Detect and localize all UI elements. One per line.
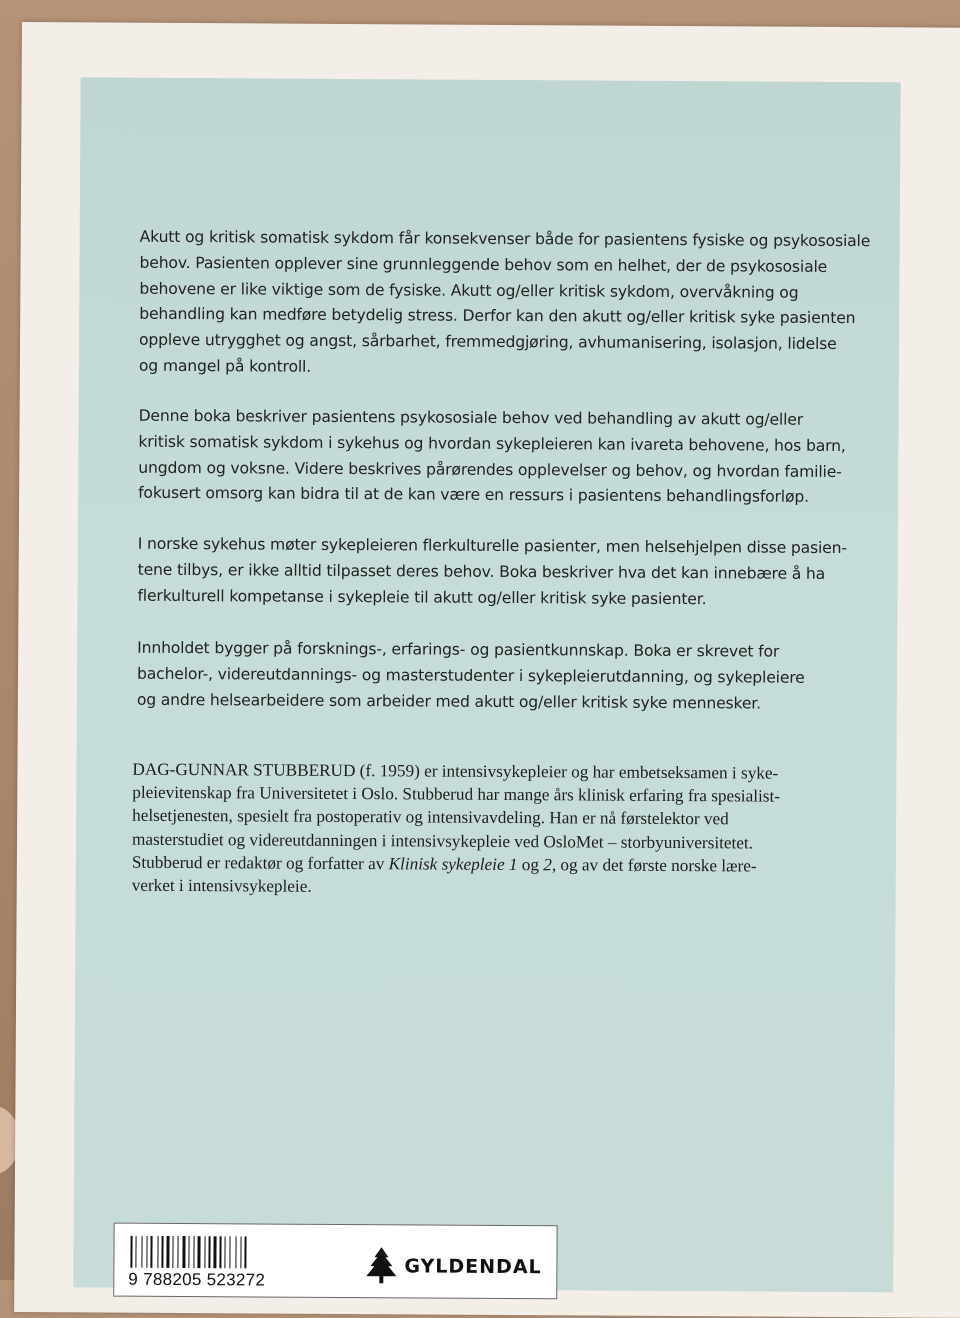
book-title: Klinisk sykepleie 1 [388, 854, 518, 874]
text-line: og andre helsearbeidere som arbeider med akutt og/eller kritisk syke mennesker. [136, 690, 762, 713]
cover-panel [73, 77, 900, 1292]
barcode-label [113, 1223, 557, 1300]
book-volume: 2 [543, 855, 552, 875]
paragraph-1 [138, 225, 871, 384]
text-line: og mangel på kontroll. [138, 356, 312, 376]
publisher-name: GYLDENDAL [404, 1255, 542, 1279]
text-line: behov. Pasienten opplever sine grunnleggende behov som en helhet, der de psykososiale [139, 253, 828, 276]
text-line: behovene er like viktige som de fysiske. Akutt og/eller kritisk sykdom, overvåkning og [139, 279, 799, 302]
text-line: bachelor-, videreutdannings- og masterstudenter i sykepleierutdanning, og sykepleiere [136, 664, 805, 687]
isbn-number: 9 788205 523272 [128, 1269, 266, 1290]
book-back-cover [14, 22, 960, 1318]
text-line: oppleve utrygghet og angst, sårbarhet, fremmedgjøring, avhumanisering, isolasjon, lidelse [139, 330, 837, 354]
bio-line: DAG-GUNNAR STUBBERUD (f. 1959) er intensivsykepleier og har embetseksamen i syke- [132, 759, 779, 783]
text-line: ungdom og voksne. Videre beskrives pårørendes opplevelser og behov, og hvordan familie- [138, 458, 842, 481]
author-bio [132, 758, 853, 902]
bio-line: masterstudiet og videreutdanningen i intensivsykepleie ved OsloMet – storbyuniversitetet. [131, 829, 754, 853]
text-line: Akutt og kritisk somatisk sykdom får konsekvenser både for pasientens fysiske og psykososiale [139, 227, 871, 251]
bio-text: og [517, 854, 544, 875]
text-line: Innholdet bygger på forsknings-, erfarings- og pasientkunnskap. Boka er skrevet for [137, 638, 780, 661]
text-line: kritisk somatisk sykdom i sykehus og hvordan sykepleieren kan ivareta behovene, hos barn, [138, 432, 846, 455]
text-line: behandling kan medføre betydelig stress. Derfor kan den akutt og/eller kritisk syke pasienten [139, 305, 856, 328]
bio-line: pleievitenskap fra Universitetet i Oslo. Stubberud har mange års klinisk erfaring fra spesialist- [132, 782, 781, 806]
bio-line: helsetjenesten, spesielt fra postoperativ og intensivavdeling. Han er nå førstelektor ved [132, 806, 729, 829]
paragraph-4 [137, 636, 857, 718]
fir-tree-icon [364, 1245, 398, 1285]
text-line: tene tilbys, er ikke alltid tilpasset deres behov. Boka beskriver hva det kan innebære å ha [137, 560, 826, 583]
text-line: fokusert omsorg kan bidra til at de kan være en ressurs i pasientens behandlingsforløp. [138, 484, 810, 507]
bio-line: verket i intensivsykepleie. [131, 875, 312, 896]
paragraph-3 [137, 532, 857, 614]
text-line: I norske sykehus møter sykepleieren flerkulturelle pasienter, men helsehjelpen disse pasien- [137, 534, 847, 558]
bio-text: Stubberud er redaktør og forfatter av [131, 852, 389, 874]
text-line: flerkulturell kompetanse i sykepleie til akutt og/eller kritisk syke pasienter. [137, 586, 707, 608]
paragraph-2 [138, 404, 859, 512]
bio-text: , og av det første norske lære- [551, 855, 757, 876]
text-line: Denne boka beskriver pasientens psykososiale behov ved behandling av akutt og/eller [138, 406, 804, 429]
